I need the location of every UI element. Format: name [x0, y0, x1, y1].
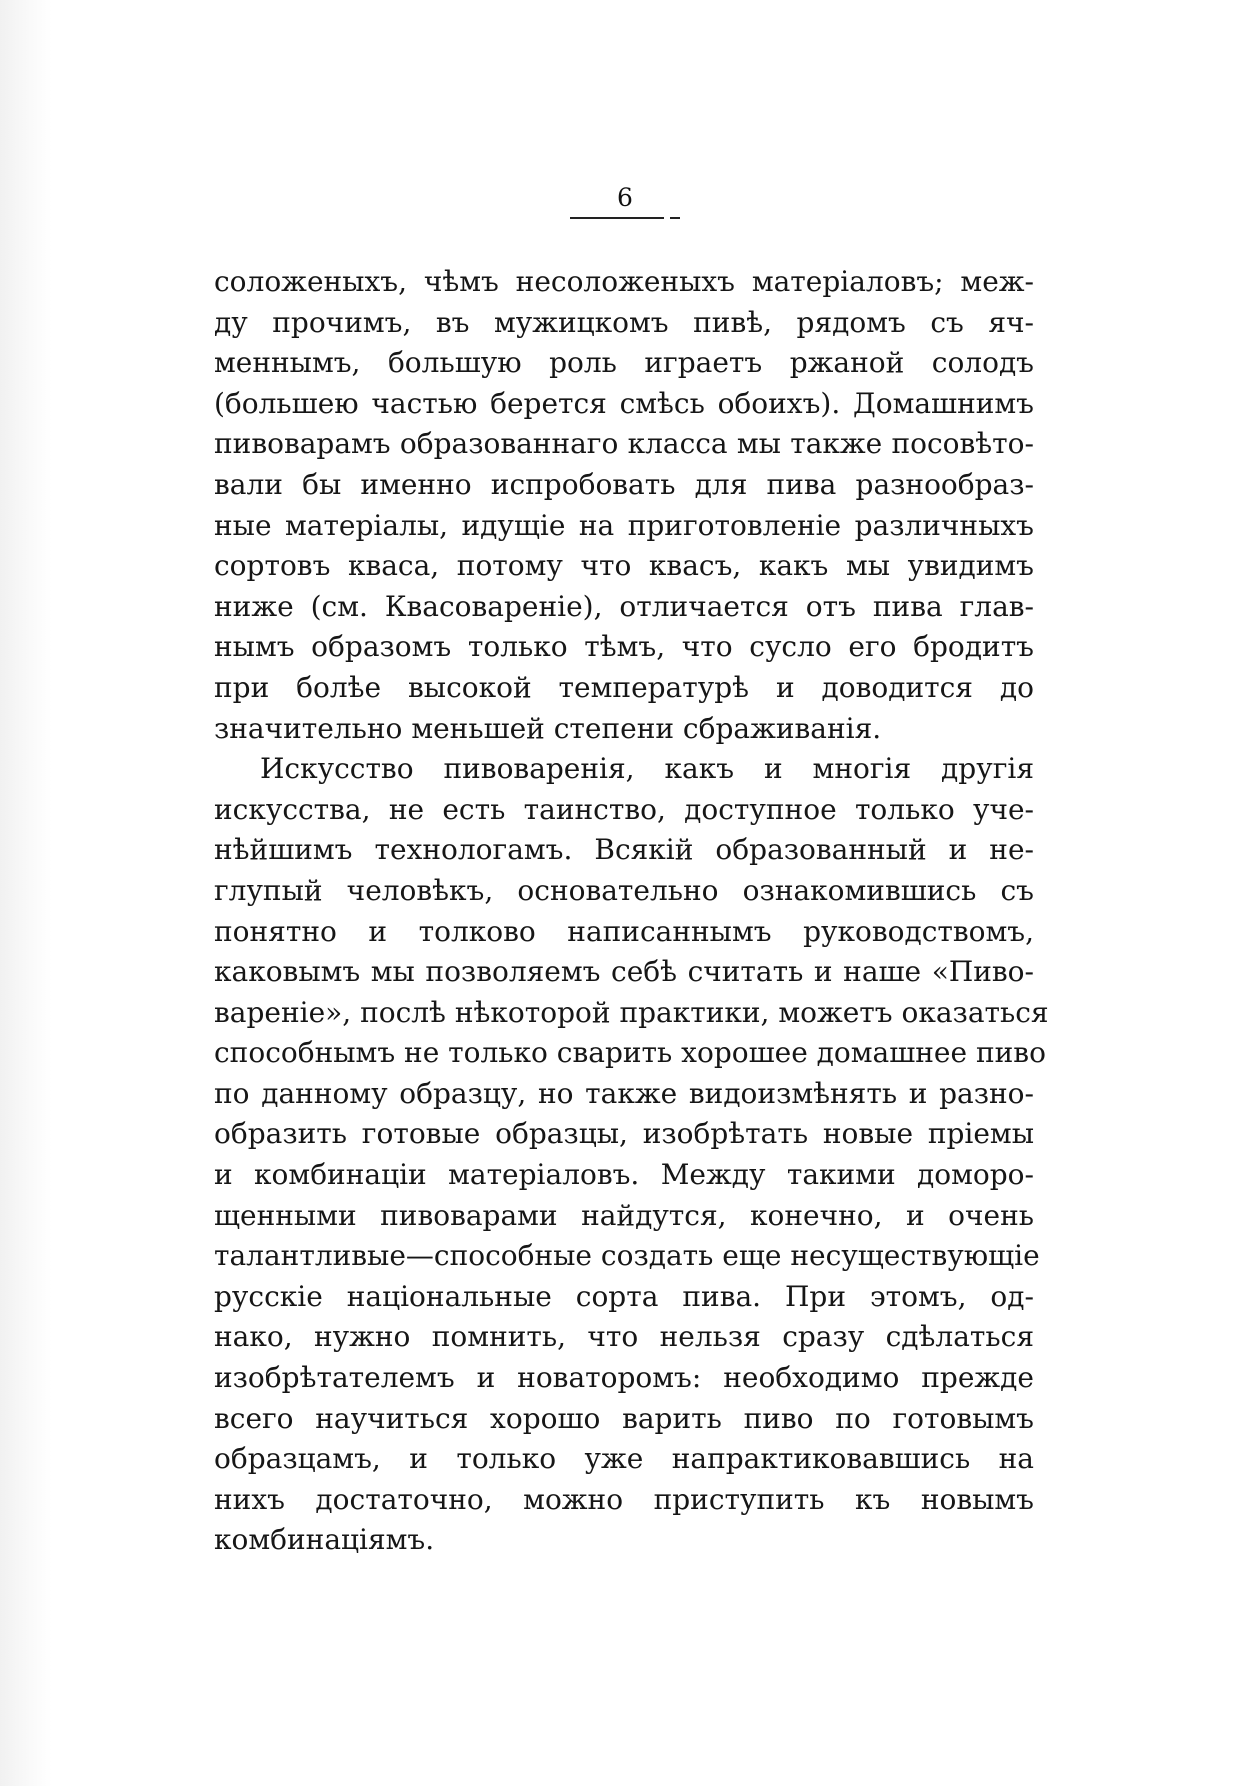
text-line: ные матеріалы, идущіе на приготовленіе различныхъ	[214, 508, 1034, 542]
text-line: и комбинаціи матеріаловъ. Между такими доморо-	[214, 1158, 1034, 1192]
text-line: сортовъ кваса, потому что квасъ, какъ мы увидимъ	[214, 549, 1034, 583]
text-line: нымъ образомъ только тѣмъ, что сусло его бродитъ	[214, 630, 1034, 664]
text-line: нако, нужно помнить, что нельзя сразу сдѣлаться	[214, 1320, 1034, 1354]
text-line: образцамъ, и только уже напрактиковавшись на	[214, 1442, 1034, 1476]
text-line: пивоварамъ образованнаго класса мы также посовѣто-	[214, 427, 1034, 461]
header-rule	[570, 217, 664, 219]
text-line: комбинаціямъ.	[214, 1523, 435, 1557]
text-line: понятно и толково написаннымъ руководствомъ,	[214, 914, 1034, 948]
text-line: при болѣе высокой температурѣ и доводится до	[214, 670, 1034, 704]
text-line: щенными пивоварами найдутся, конечно, и очень	[214, 1198, 1034, 1232]
text-line: талантливые—способные создать еще несуществующіе	[214, 1239, 1040, 1273]
text-line: каковымъ мы позволяемъ себѣ считать и наше «Пиво-	[214, 955, 1034, 989]
text-line: образить готовые образцы, изобрѣтать новые пріемы	[214, 1117, 1034, 1151]
text-line: нѣйшимъ технологамъ. Всякій образованный и не-	[214, 833, 1034, 867]
paragraph	[214, 749, 1049, 1561]
header-rule-tick	[670, 217, 680, 219]
paragraph	[214, 262, 1034, 749]
text-line: глупый человѣкъ, основательно ознакомившись съ	[214, 873, 1034, 907]
page-number: 6	[617, 183, 633, 212]
text-line: изобрѣтателемъ и новаторомъ: необходимо прежде	[214, 1361, 1034, 1395]
text-line: соложеныхъ, чѣмъ несоложеныхъ матеріаловъ; меж-	[214, 265, 1034, 298]
text-line: искусства, не есть таинство, доступное только уче-	[214, 792, 1034, 826]
page-edge-shadow	[0, 0, 52, 1786]
text-line: меннымъ, большую роль играетъ ржаной солодъ	[214, 346, 1034, 380]
text-line: всего научиться хорошо варить пиво по готовымъ	[214, 1401, 1034, 1435]
text-line: (большею частью берется смѣсь обоихъ). Домашнимъ	[214, 386, 1034, 420]
text-line: по данному образцу, но также видоизмѣнять и разно-	[214, 1076, 1034, 1110]
text-line: значительно меньшей степени сбраживанія.	[214, 711, 882, 745]
text-line: ду прочимъ, въ мужицкомъ пивѣ, рядомъ съ яч-	[214, 305, 1034, 339]
text-line: Искусство пивоваренія, какъ и многія другія	[260, 752, 1034, 786]
page-header	[570, 183, 680, 213]
text-line: вали бы именно испробовать для пива разнообраз-	[214, 467, 1034, 501]
text-line: русскіе національные сорта пива. При этомъ, од-	[214, 1279, 1034, 1313]
body-text	[214, 262, 1049, 1561]
text-line: способнымъ не только сварить хорошее домашнее пиво	[214, 1036, 1046, 1070]
text-line: нихъ достаточно, можно приступить къ новымъ	[214, 1482, 1034, 1516]
text-line: вареніе», послѣ нѣкоторой практики, можетъ оказаться	[214, 995, 1049, 1029]
text-line: ниже (см. Квасовареніе), отличается отъ пива глав-	[214, 589, 1034, 623]
